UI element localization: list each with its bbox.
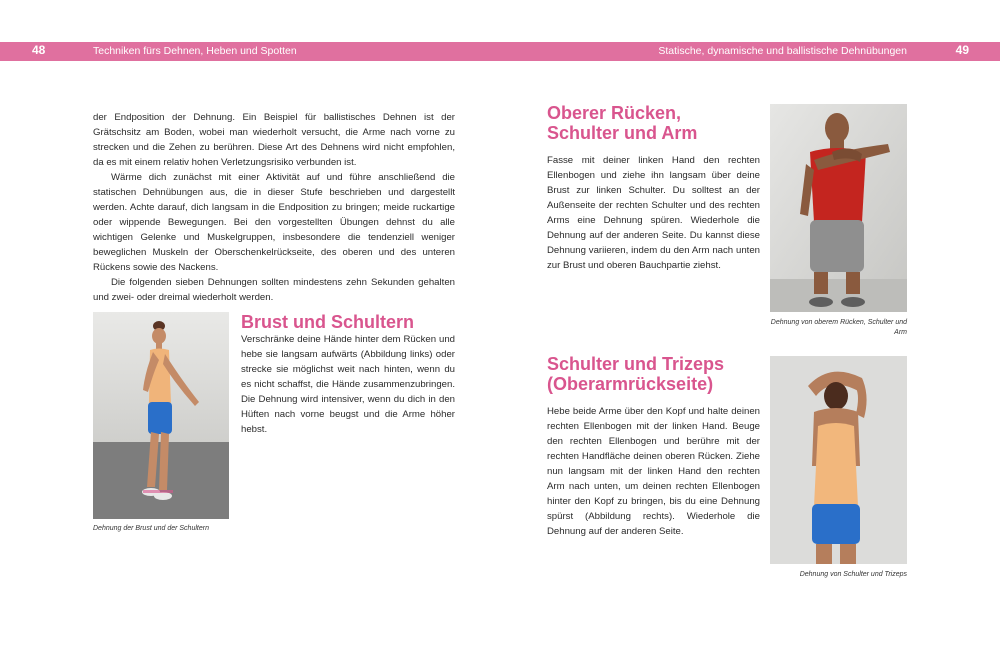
- intro-paragraph: Wärme dich zunächst mit einer Aktivität auf und führe anschließend die statischen Dehnübungen aus, die in dieser Stufe beschrieben und dargestellt werden. Achte darauf, dich langsam in die Endposition zu bringen; meide ruckartige oder wippende Bewegungen. Bei den vorgestellten Übungen dehnst du alle wichtigen Gelenke und Muskelgruppen, insbesondere die tendenziell weniger beweglichen Muskeln der Oberschenkelrückseite, des oberen und des unteren Rückens sowie des Nackens.: [93, 172, 455, 273]
- section-heading: Schulter und Trizeps (Oberarmrückseite): [547, 354, 725, 394]
- photo-chest-shoulder-stretch: [93, 312, 229, 519]
- photo-caption: Dehnung von Schulter und Trizeps: [799, 571, 907, 578]
- section-text: Fasse mit deiner linken Hand den rechten Ellenbogen und ziehe ihn langsam über deine Brust zur linken Schulter. Du solltest an der Außenseite der rechten Schulter und des rechten Arms eine Dehnung spüren. Wiederhole die Dehnung auf der anderen Seite. Du kannst diese Dehnung variieren, indem du den Arm nach unten zur Brust und oberen Bauchpartie ziehst.: [547, 155, 760, 271]
- section-heading: Brust und Schultern: [241, 312, 415, 332]
- photo-caption: Dehnung von oberem Rücken, Schulter und Arm: [770, 319, 907, 336]
- right-running-title: Statische, dynamische und ballistische Dehnübungen: [658, 45, 907, 57]
- section-text: Verschränke deine Hände hinter dem Rücken und hebe sie langsam aufwärts (Abbildung links) oder strecke sie möglichst weit nach hinten, wenn du es nicht schaffst, die Hände zusammenzubringen. Die Dehnung wird intensiver, wenn du dich in den Hüften nach vorne beugst und die Arme höher hebst.: [241, 334, 455, 435]
- photo-chest-shoulder-stretch-image: [93, 312, 229, 519]
- left-running-title: Techniken fürs Dehnen, Heben und Spotten: [93, 45, 297, 57]
- left-page-number: 48: [32, 43, 46, 57]
- intro-paragraph: der Endposition der Dehnung. Ein Beispiel für ballistisches Dehnen ist der Grätschsitz am Boden, wobei man wiederholt versucht, die Arme nach vorne zu strecken und die Zehen zu berühren. Diese Art des Dehnens wird nicht empfohlen, da es mit einem relativ hohen Verletzungsrisiko verbunden ist.: [93, 112, 455, 168]
- section-text: Hebe beide Arme über den Kopf und halte deinen rechten Ellenbogen mit der linken Hand. Beuge den rechten Ellenbogen und berühre mit der rechten Handfläche deinen oberen Rücken. Ziehe nun langsam mit der linken Hand den rechten Arm nach unten, um deinen rechten Ellenbogen hinter den Kopf zu bringen, bis du eine Dehnung spürst (Abbildung rechts). Wiederhole die Dehnung auf der anderen Seite.: [547, 406, 760, 537]
- photo-caption: Dehnung der Brust und der Schultern: [93, 525, 209, 532]
- intro-paragraph: Die folgenden sieben Dehnungen sollten mindestens zehn Sekunden gehalten und zwei- oder dreimal wiederholt werden.: [93, 277, 455, 303]
- photo-upper-back-stretch-image: [770, 104, 907, 312]
- intro-text: [93, 110, 455, 305]
- photo-triceps-stretch-image: [770, 356, 907, 564]
- photo-upper-back-stretch: [770, 104, 907, 312]
- photo-triceps-stretch: [770, 356, 907, 564]
- section-heading: Oberer Rücken, Schulter und Arm: [547, 103, 698, 143]
- right-page-number: 49: [955, 43, 969, 57]
